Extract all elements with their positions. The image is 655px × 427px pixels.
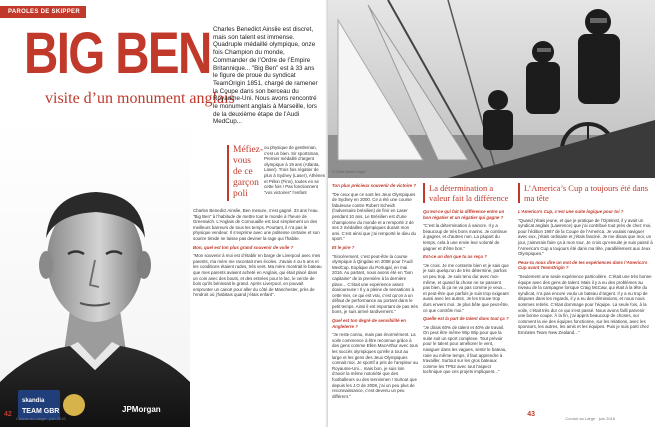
paragraph: "C’est la détermination à vaincre. Il y a beaucoup de très bons marins. Je continue à gagner, et d’autres non. La plupart du temps, cela à une envie leur volonté de gagner et d’être bon." [423,223,507,251]
left-page [0,0,327,427]
page-number-right: 43 [527,411,535,418]
question: Ton plus précieux souvenir de victoire ? [332,183,417,188]
question: Qu’est-ce qui fait la différence entre un bon régatier et un régatier qui gagne ? [423,209,505,220]
right-column-1 [332,183,418,402]
paragraph: Charles Benedict Ainslie, Ben mesure, s’est gagné. 33 ans l’eau. "Big Ben" à l’habitude de mettre tout le monde à l’heure de Greenwich. L’Anglais de Cornouaille est tout simplement un des meilleurs barreurs de tous les temps. Pourtant, il n’a pas le physique vendeur. Il s’exprime avec une politesse certaine et son sourire timide ne laisse pas deviner la rage qui l’habite. [193,208,320,241]
svg-text:TEAM GBR: TEAM GBR [22,408,60,415]
headline: BIG BEN [24,21,211,86]
left-narrow-column: ou physique de gentleman, c’est un bien. Sir sportsman, Premier médaillé d’argent olympique à 19 ans (Atlanta, Laser). Trois fois régatier de plus à Sydney (Laser), Athènes et Pékin (Finn), toutes en se cette fois ! Pas fonctionnent "vos victoires" l’enfant [264,145,326,195]
left-body-text [193,208,323,301]
right-page [328,0,655,427]
subheadline: visite d’un monument anglais [45,90,235,107]
right-column-3 [518,183,653,338]
question: Bon, quel est ton plus grand souvenir de voile ? [193,244,294,250]
photo-credit: © Gilles Martin-Raget [332,170,366,174]
intro-paragraph: Charles Benedict Ainslie est discret, mais son talent est immense. Quadruple médaillé olympique, onze fois Champion du monde, Commander de l’Ordre de l’Empire Britannique... "Big Ben" est à 33 ans le figure de proue du syndicat TeamOrigin 1851, chargé de ramener la Coupe dans son berceau du Royaume-Uni. Nous avons rencontré le monument anglais à Marseille, lors de la deuxième étape de l’Audi MedCup... [213,26,318,126]
footer-right: Course au Large · juin 2016 [565,416,615,421]
footer-left: Course au Large · juin 2016 [16,416,66,421]
paragraph: "Je crois. Je me contente bien et je sais que je suis quelqu’un de très déterminé, parfois un peu trop. Je suis tenu dur avec moi-même, et quand la chose ne se passent pas bien, là ça ne va pas comme je veux... et peut-être que parfois je suis trop exigeant aussi avec les autres. Je les trouve trop durs envers moi. Je plus bête que peut-être, ce que contrôle moi." [423,262,509,313]
question: Peux-tu nous dire un mot de tes expériences dans l’America’s Cup avant TeamOrigin ? [518,259,648,271]
svg-text:skandia: skandia [22,398,45,404]
pull-quote-left [227,145,264,201]
question: Quelle est la part de talent dans tout ça ? [423,316,509,322]
paragraph: "Quand j’étais jeune, et que je pratique de l’Optimist, il y avait un syndicat anglais (Lawrence) que j’ai contribué tout près de chez moi, pour l’édition 1987 de la Coupe de l’America. Je voulais naviguer avec eux, j’étais ordinaire et j’étais fasciné. Je me disais que moi, un jour, j’aimerais faire ça à mon tour. Je crois qu’ensuite je suis passé à l’America’s Cup a toujours été dans ma tête, parallèlement aux Jeux Olympiques." [518,217,653,257]
paragraph: "Je dirais 60% de talent et 40% de travail. On peut être même Wip Wip pour que la suite soit un sport complexe. Tout prévoir pour le talent pour améliorer le vent, naviguer dans les vagues, sentir le bateau, raire au même temps, il faut apprendre à travailler. Surtout sur les gros bateaux comme les TP52 avec tout l’aspect technique que ces projets impliquent..." [423,324,507,375]
paragraph: "Sincèrement, c’est peut-être la course olympique à Qingdao en 2008 pour l’Audi MedCup. Explique du Portugal, en mai 2016. Au partant, nous avons été en "bon capitaine" de la première à la dernière place... C’était une expérience assez douloureuse ! Il y a pleine de sensations à cette mer, ce qui est vrai, c’est qu’on a un défaut de performance au portant dans le petit temps. Ainsi il est important de pas très bons, je suis arrivé tardivement." [332,253,418,315]
question: Est-ce un don que tu as reçu ? [423,254,487,260]
sailing-crew-photo [328,0,655,178]
question: L’America’s Cup, c’est une suite logique pour toi ? [518,209,624,214]
question: Et le pire ? [332,244,355,250]
question: Quel est ton degré de sensibilité en Angleterre ? [332,318,406,329]
page-number-left: 42 [4,411,12,418]
right-column-2 [423,183,509,378]
paragraph: "Seulement une seule expérience particulière. C’était une très bonne équipe avec des gens de talent. Mais il y a eu des problèmes au niveau de la campagne lorsque Craig McCaw, qui était à la tête du syndicat, n’a pas encore voulu un bateau d’argent. Il y a eu trop de disputes dans les regards, il y a eu des démissions, et nous nous sommes retirés. C’était dommage pour l’équipe. La seule fois, à la voile, c’était très dur ce qui s’est passé. Nous avons failli parvenir une bonne coupe. À la fin, j’ai appris beaucoup de choses, sur comment la vie des équipes fonctionne, sur les relations, avec les sponsors, les autres, les amis et les équipes. Puis je suis parti chez Emirates Team New Zealand..." [518,273,652,335]
portrait-illustration [0,120,190,427]
paragraph: "Mon souvenir à moi est d’établir en barge de Liverpool avec mes parents, ma mère me racontait mes écoles. J’avais 4 ou 5 ans et les conditions étaient rudes, très vent. Ma mère montrait le bateau que mes parents avaient acheté en Anglais, qui était placé dans un coin avec des bouts, et des entrées pour le lac, le cercle de bois qu’ils bénissait le grand. Après Liverpool, on pouvait emprunter un canoë pour aller du côté de Manchester, près de l’endroit où j’habitais quand j’étais enfant". [193,253,322,298]
pull-quote-3: L’America’s Cup a toujours été dans ma tête [518,183,653,203]
portrait-photo [0,120,190,427]
pull-quote-text: Méfiez-vous de ce garçon poli [233,145,264,199]
paragraph: "Je reste connu, mais pas énormément. La voile commence à être reconnue grâce à des gens comme Ellen MacArthur avec tous les succès olympiques qu’elle a tout au large et les gens des Jeux Olympiques connait moi. Je sportif a pris de l’ampleur au Royaume-Uni... mais bon, je suis loin d’avoir la même notoriété que des footballeurs ou des tennismen ! Surtout que depuis les J.O de 2008, j’ai un peu plus de reconnaissance, c’est devenu un peu différent." [332,332,418,399]
pull-quote-2: La détermination a valeur fait la différence [423,183,509,203]
paragraph: "De ceux que ce sont les Jeux Olympiques de Sydney en 2000. Ce a été une course fabuleuse contre Robert Scheidt (l’adversaire brésilien) de finir en Laser pendant 10 ans. Le Brésilien est d’une championne du monde et a remporté 2 de ses 3 médailles olympiques durant mon ami. C’est ainsi que j’ai remporté le dieu du sport." [332,191,416,242]
sailing-illustration [328,0,655,178]
section-tag: PAROLES DE SKIPPER [0,6,86,18]
svg-text:JPMorgan: JPMorgan [122,405,161,414]
